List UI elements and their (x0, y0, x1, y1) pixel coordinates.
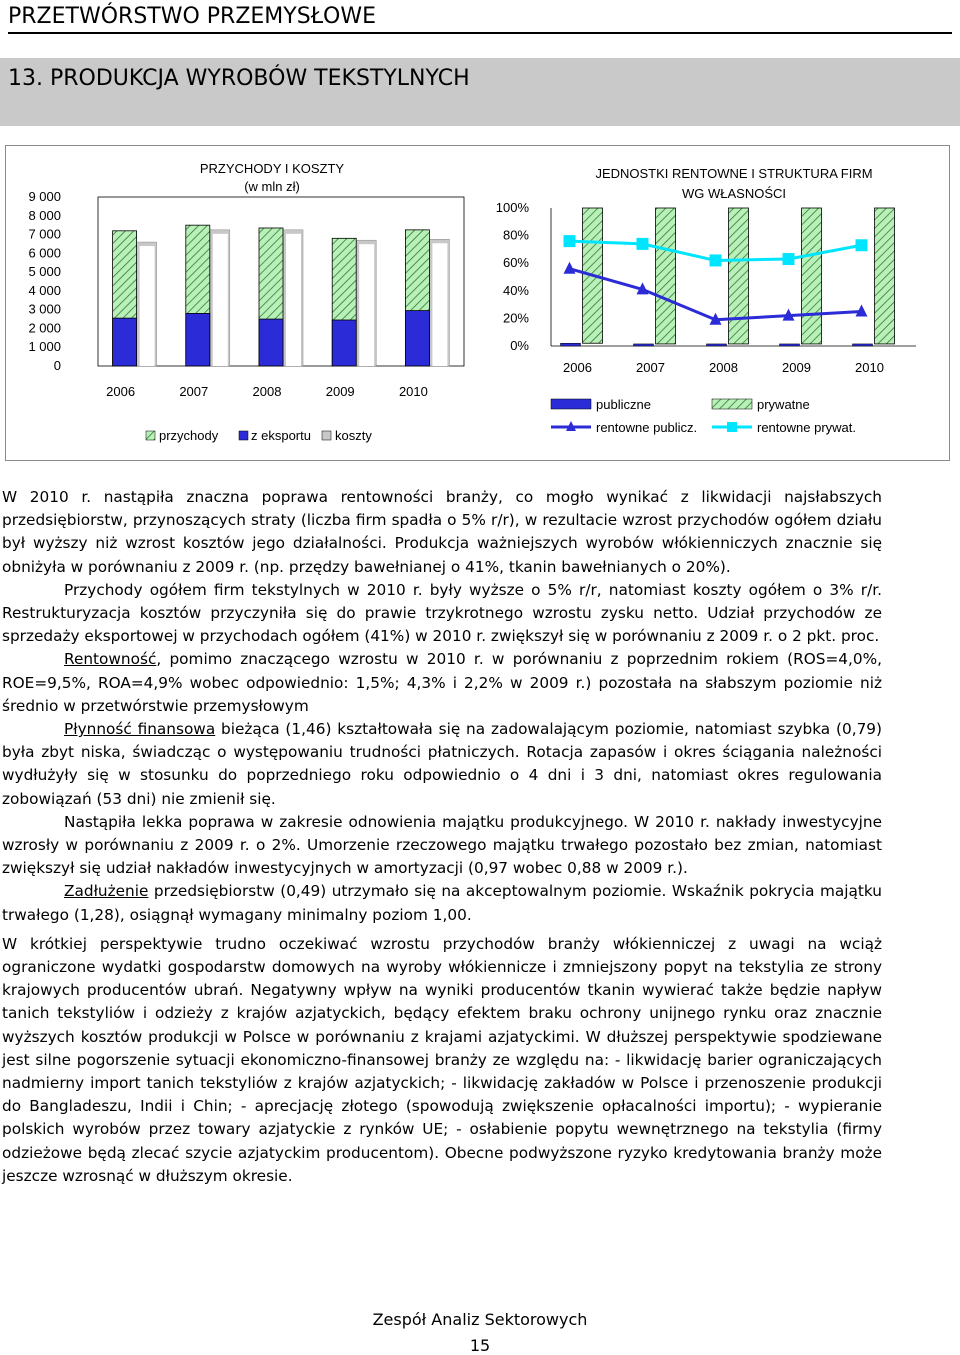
marker-rentowne-prywat (564, 235, 576, 247)
bar-prywatne (729, 208, 749, 344)
right-x-tick-label: 2008 (709, 360, 738, 375)
right-y-tick-label: 40% (502, 282, 529, 298)
right-legend (551, 397, 856, 435)
right-x-tick-label: 2007 (636, 360, 665, 375)
bar-publiczne (561, 343, 581, 346)
bar-publiczne (634, 344, 654, 346)
paragraph-6 (2, 880, 882, 926)
left-x-tick-label: 2006 (106, 384, 136, 399)
term-plynnosc: Płynność finansowa (64, 720, 216, 739)
bar-eksport (186, 313, 210, 366)
left-y-tick-label: 8 000 (28, 207, 61, 223)
left-y-tick-label: 3 000 (28, 301, 61, 317)
chapter-title-bar (0, 58, 960, 126)
paragraph-3-text: , pomimo znaczącego wzrostu w 2010 r. w porównaniu z poprzednim rokiem (ROS=4,0%, ROE=9,5%, ROA=4,9% wobec odpowiednio: 1,5%; 4,3% i 2,2% w 2009 r.) pozostała na słabszym poziomie niż średnio w przetwórstwie przemysłowym (2, 650, 882, 715)
marker-rentowne-prywat (856, 239, 868, 251)
left-y-tick-label: 7 000 (28, 226, 61, 242)
right-x-tick-label: 2006 (563, 360, 592, 375)
paragraph-6-text: przedsiębiorstw (0,49) utrzymało się na akceptowalnym poziomie. Wskaźnik pokrycia majątku trwałego (1,28), osiągnął wymagany minimalny poziom 1,00. (2, 882, 882, 924)
paragraph-5: Nastąpiła lekka poprawa w zakresie odnowienia majątku produkcyjnego. W 2010 r. nakłady inwestycyjne wzrosły w porównaniu z 2009 r. o 2%. Umorzenie rzeczowego majątku trwałego pozostało bez zmian, natomiast zwiększył się udział nakładów inwestycyjnych w amortyzacji (0,97 wobec 0,88 w 2009 r.). (2, 812, 882, 878)
bar-koszty-inner (286, 234, 301, 366)
left-y-tick-label: 5 000 (28, 264, 61, 280)
bar-koszty-inner (359, 244, 374, 366)
bar-koszty-inner (432, 243, 447, 366)
bar-eksport (405, 311, 429, 366)
left-y-tick-label: 9 000 (28, 189, 61, 204)
right-chart-title: JEDNOSTKI RENTOWNE I STRUKTURA FIRM (595, 166, 873, 181)
left-chart (28, 189, 464, 399)
term-zadluzenie: Zadłużenie (64, 882, 149, 901)
paragraph-4 (2, 718, 882, 811)
legend-label-publiczne: publiczne (596, 397, 651, 412)
paragraph-2: Przychody ogółem firm tekstylnych w 2010 r. były wyższe o 5% r/r, natomiast koszty ogółem o 3% r/r. Restrukturyzacja kosztów przyczyniła się do prawie trzykrotnego wzrostu zysku netto. Udział przychodów ze sprzedaży eksportowej w przychodach ogółem (41%) w 2010 r. zwiększył się w porównaniu z 2009 r. o 2 pkt. proc. (2, 580, 882, 646)
legend-swatch-publiczne (551, 399, 591, 409)
left-chart-subtitle: (w mln zł) (244, 179, 300, 194)
marker-rentowne-prywat (637, 238, 649, 250)
left-y-tick-label: 2 000 (28, 320, 61, 336)
bar-eksport (113, 318, 137, 366)
chapter-title: 13. PRODUKCJA WYROBÓW TEKSTYLNYCH (8, 66, 470, 91)
bar-publiczne (780, 344, 800, 346)
legend-swatch-przychody (146, 431, 155, 440)
paragraph-7: W krótkiej perspektywie trudno oczekiwać wzrostu przychodów branży włókienniczej z uwagi na wciąż ograniczone wydatki gospodarstw domowych na wyroby włókiennicze i zmniejszony popyt na tekstylia ze strony krajowych producentów ubrań. Negatywny wpływ na wyniki producentów tkanin wywierać także będzie napływ tanich tekstyliów i odzieży z krajów azjatyckich, będący efektem braku ochrony unijnego rynku oraz znacznie wyższych kosztów produkcji w Polsce w porównaniu z krajami azjatyckimi. W dłuższej perspektywie spodziewane jest silne pogorszenie sytuacji ekonomiczno-finansowej branży ze względu na: - likwidację barier ograniczających nadmierny import tanich tekstyliów z krajów azjatyckich; - likwidację zakładów w Polsce i przenoszenie produkcji do Bangladeszu, Indii i Chin; - aprecjację złotego (spowodują zwiększenie opłacalności importu); - wypieranie polskich wyrobów przez towary azjatyckie z rynków UE; - osłabienie popytu wewnętrznego na tekstylia (firmy odzieżowe będą zlecać szycie azjatyckim producentom). Obecne podwyższone ryzyko kredytowania branży może jeszcze wzrosnąć w dłuższym okresie. (2, 934, 882, 1185)
bar-koszty-inner (213, 234, 228, 366)
paragraph-4-text: bieżąca (1,46) kształtowała się na zadowalającym poziomie, natomiast szybka (0,79) była zbyt niska, świadcząc o występowaniu trudności płatniczych. Rotacja zapasów i okres ściągania należności wydłużyły się w stosunku do poprzedniego roku odpowiednio o 4 dni i 3 dni, natomiast okres regulowania zobowiązań (53 dni) nie zmienił się. (2, 720, 883, 808)
paragraph-1: W 2010 r. nastąpiła znaczna poprawa rentowności branży, co mogło wynikać z likwidacji najsłabszych przedsiębiorstw, przynoszących straty (liczba firm spadła o 5% r/r), w rezultacie wzrost przychodów ogółem działu był wyższy niż wzrost kosztów jego działalności. Produkcja ważniejszych wyrobów włókienniczych znacznie się obniżyła w porównaniu z 2009 r. (np. przędzy bawełnianej o 41%, tkanin bawełnianych o 20%). (2, 488, 882, 576)
footer-team: Zespół Analiz Sektorowych (372, 1310, 588, 1329)
legend-label-rentowne-publicz: rentowne publicz. (596, 420, 698, 435)
right-y-tick-label: 100% (495, 200, 529, 215)
legend-label-przychody: przychody (159, 428, 219, 443)
marker-rentowne-prywat (710, 254, 722, 266)
charts-svg (6, 146, 949, 460)
right-y-tick-label: 20% (502, 310, 529, 326)
left-x-tick-label: 2007 (179, 384, 209, 399)
legend-marker-rentowne-prywat (727, 422, 737, 432)
paragraph-3 (2, 648, 882, 718)
left-y-tick-label: 0 (53, 358, 61, 373)
article-body (2, 486, 882, 1188)
left-y-tick-label: 6 000 (28, 245, 61, 261)
bar-koszty-inner (140, 246, 155, 366)
legend-label-prywatne: prywatne (757, 397, 810, 412)
left-y-tick-label: 1 000 (28, 339, 61, 355)
left-x-tick-label: 2009 (325, 384, 355, 399)
right-y-tick-label: 0% (510, 338, 529, 353)
right-chart-subtitle: WG WŁASNOŚCI (681, 186, 787, 201)
bar-publiczne (853, 344, 873, 346)
page-number: 15 (469, 1336, 491, 1355)
bar-prywatne (802, 208, 822, 344)
left-y-tick-label: 4 000 (28, 282, 61, 298)
legend-swatch-koszty (322, 431, 331, 440)
bar-eksport (332, 320, 356, 366)
left-x-tick-label: 2008 (252, 384, 282, 399)
left-legend (146, 428, 372, 443)
term-rentownosc: Rentowność (64, 650, 157, 669)
bar-eksport (259, 319, 283, 366)
section-header: PRZETWÓRSTWO PRZEMYSŁOWE (8, 2, 952, 34)
bar-publiczne (707, 344, 727, 346)
bar-prywatne (656, 208, 676, 344)
right-y-tick-label: 60% (502, 255, 529, 271)
legend-label-rentowne-prywat: rentowne prywat. (757, 420, 856, 435)
bar-prywatne (875, 208, 895, 344)
right-x-tick-label: 2009 (782, 360, 811, 375)
legend-label-koszty: koszty (335, 428, 372, 443)
charts-panel (5, 145, 950, 461)
legend-label-eksport: z eksportu (251, 428, 311, 443)
marker-rentowne-prywat (783, 253, 795, 265)
legend-swatch-eksport (239, 431, 248, 440)
left-chart-title: PRZYCHODY I KOSZTY (199, 161, 345, 176)
legend-swatch-prywatne (712, 399, 752, 409)
right-chart (496, 200, 916, 375)
right-y-tick-label: 80% (502, 227, 529, 243)
left-x-tick-label: 2010 (398, 384, 428, 399)
right-x-tick-label: 2010 (855, 360, 884, 375)
marker-rentowne-publicz (564, 262, 576, 274)
